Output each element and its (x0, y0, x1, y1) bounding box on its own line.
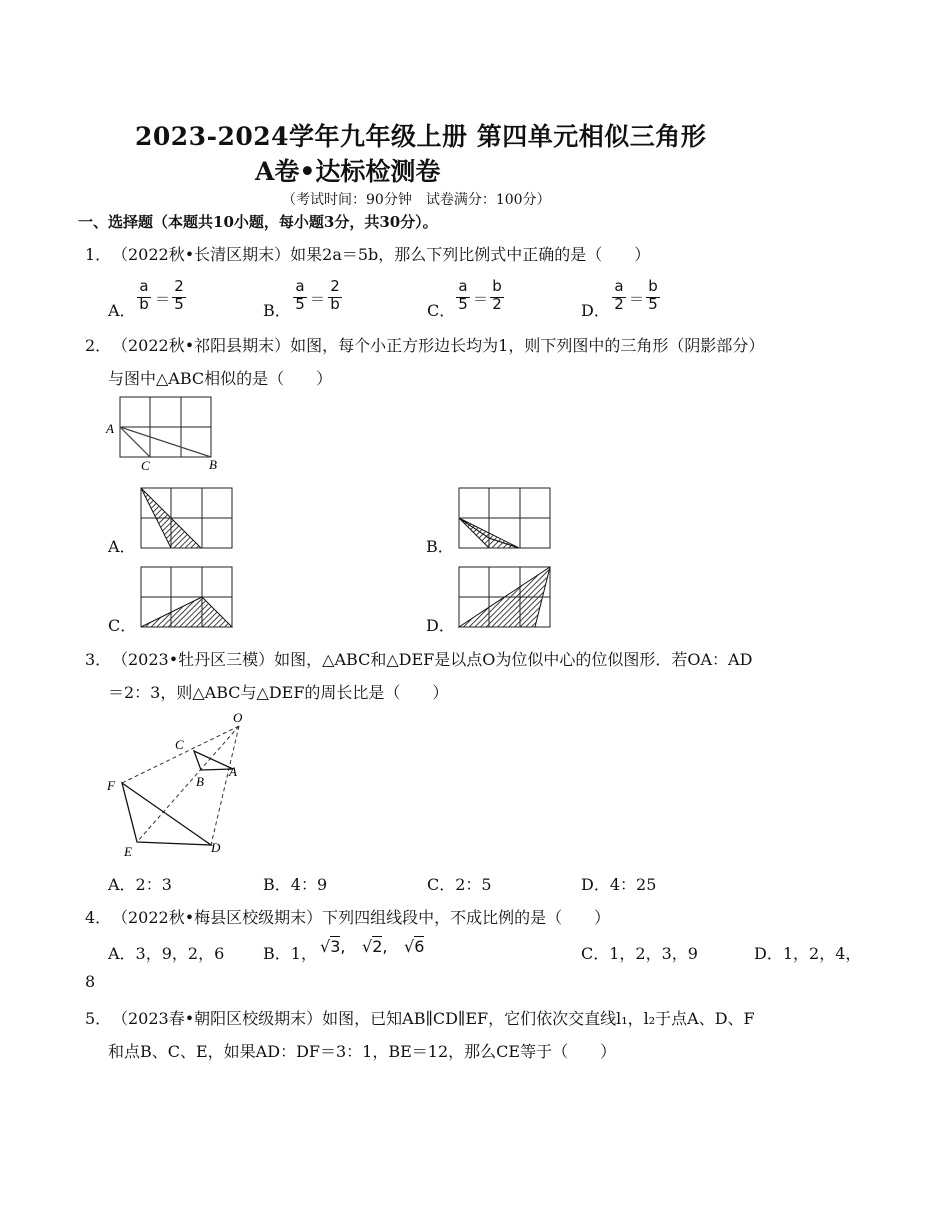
q2-option-a-figure[interactable] (139, 486, 234, 550)
q2-stem-line2: 与图中△ABC相似的是（ ） (108, 369, 333, 388)
q1-stem: （2022秋•长清区期末）如果2a＝5b，那么下列比例式中正确的是（ ） (112, 245, 651, 264)
equals-sign: ＝ (310, 290, 326, 308)
sqrt-6: √6 (404, 937, 425, 956)
equals-sign: ＝ (473, 290, 489, 308)
point-label-e: E (124, 844, 132, 859)
q4-stem: （2022秋•梅县区校级期末）下列四组线段中，不成比例的是（ ） (112, 908, 611, 927)
q2-option-a-label[interactable]: A． (108, 537, 136, 556)
exam-info: （考试时间：90分钟 试卷满分：100分） (282, 192, 551, 208)
q3-option-b[interactable]: B．4：9 (263, 875, 328, 894)
point-label-b: B (196, 774, 204, 789)
q4-option-d-wrap: 8 (85, 972, 96, 991)
point-label-c: C (141, 458, 150, 473)
option-label: C． (427, 301, 456, 320)
q4-option-a[interactable]: A．3，9，2，6 (108, 944, 225, 963)
equals-sign: ＝ (629, 290, 645, 308)
q4-option-d[interactable]: D．1，2，4， (754, 944, 862, 963)
point-label-f: F (107, 778, 115, 793)
q5-stem-line1: （2023春•朝阳区校级期末）如图，已知AB∥CD∥EF，它们依次交直线l₁，l₂于点A、D、F (112, 1009, 755, 1028)
option-b-prefix: B．1， (263, 944, 317, 963)
point-label-o: O (233, 710, 243, 725)
q3-option-d[interactable]: D．4：25 (581, 875, 657, 894)
q2-option-b-figure[interactable] (457, 486, 552, 550)
option-label: D． (581, 301, 610, 320)
q2-option-b-label[interactable]: B． (426, 537, 454, 556)
q3-option-c[interactable]: C．2：5 (427, 875, 492, 894)
point-label-a: A (229, 764, 237, 779)
q2-option-d-label[interactable]: D． (426, 616, 455, 635)
q2-stem-line1: （2022秋•祁阳县期末）如图，每个小正方形边长均为1，则下列图中的三角形（阴影部分） (112, 336, 765, 355)
option-label: B． (263, 301, 291, 320)
q3-homothety-figure (100, 705, 260, 865)
section-heading: 一、选择题（本题共10小题，每小题3分，共30分）。 (78, 213, 438, 231)
q5-stem-line2: 和点B、C、E，如果AD：DF＝3：1，BE＝12，那么CE等于（ ） (108, 1042, 617, 1061)
q2-option-d-figure[interactable] (457, 565, 552, 629)
q1-number: 1． (85, 245, 112, 264)
q2-option-c-label[interactable]: C． (108, 616, 137, 635)
q5-number: 5． (85, 1009, 112, 1028)
document-title: 2023-2024学年九年级上册 第四单元相似三角形 (135, 122, 707, 151)
q3-number: 3． (85, 650, 112, 669)
q2-number: 2． (85, 336, 112, 355)
point-label-d: D (211, 840, 221, 855)
sqrt-2: √2, (362, 937, 388, 956)
q4-option-c[interactable]: C．1，2，3，9 (581, 944, 698, 963)
sqrt-3: √3, (320, 937, 346, 956)
q4-number: 4． (85, 908, 112, 927)
option-label: A． (108, 301, 136, 320)
q3-stem-line1: （2023•牡丹区三模）如图，△ABC和△DEF是以点O为位似中心的位似图形．若OA：AD (112, 650, 753, 669)
q2-reference-figure (104, 392, 234, 474)
equals-sign: ＝ (155, 290, 171, 308)
q2-option-c-figure[interactable] (139, 565, 234, 629)
point-label-b: B (209, 457, 217, 472)
q3-stem-line2: ＝2：3，则△ABC与△DEF的周长比是（ ） (108, 683, 449, 702)
point-label-a: A (106, 421, 114, 436)
q3-option-a[interactable]: A．2：3 (108, 875, 172, 894)
point-label-c: C (175, 737, 184, 752)
document-subtitle: A卷•达标检测卷 (255, 157, 441, 186)
